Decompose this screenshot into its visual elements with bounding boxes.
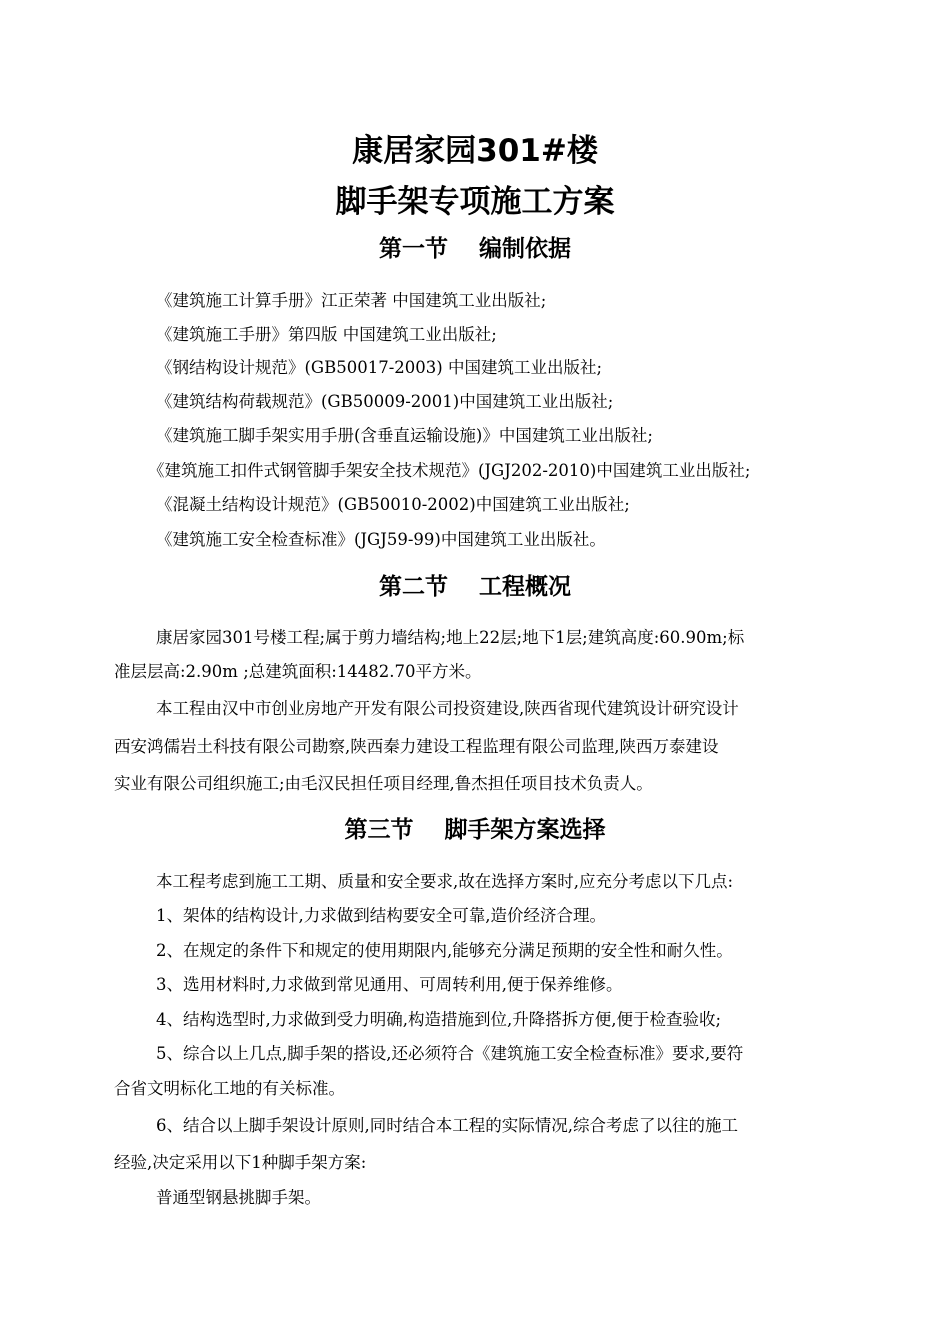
document-title-line2: 脚手架专项施工方案 bbox=[335, 184, 615, 220]
scheme-item-continuation: 经验,决定采用以下1种脚手架方案: bbox=[114, 1153, 367, 1172]
overview-paragraph-line: 康居家园301号楼工程;属于剪力墙结构;地上22层;地下1层;建筑高度:60.90m;标 bbox=[156, 628, 745, 647]
scheme-choice: 普通型钢悬挑脚手架。 bbox=[156, 1188, 321, 1207]
reference-item: 《钢结构设计规范》(GB50017-2003) 中国建筑工业出版社; bbox=[156, 358, 603, 377]
overview-paragraph-line: 准层层高:2.90m ;总建筑面积:14482.70平方米。 bbox=[114, 662, 482, 681]
reference-item: 《混凝土结构设计规范》(GB50010-2002)中国建筑工业出版社; bbox=[156, 495, 630, 514]
scheme-item: 6、结合以上脚手架设计原则,同时结合本工程的实际情况,综合考虑了以往的施工 bbox=[156, 1116, 738, 1135]
document-title-line1: 康居家园301#楼 bbox=[352, 133, 598, 169]
scheme-paragraph-line: 本工程考虑到施工工期、质量和安全要求,故在选择方案时,应充分考虑以下几点: bbox=[156, 872, 734, 891]
overview-paragraph-line: 本工程由汉中市创业房地产开发有限公司投资建设,陕西省现代建筑设计研究设计 bbox=[156, 699, 739, 718]
overview-paragraph-line: 西安鸿儒岩土科技有限公司勘察,陕西秦力建设工程监理有限公司监理,陕西万泰建设 bbox=[114, 737, 719, 756]
reference-item: 《建筑结构荷载规范》(GB50009-2001)中国建筑工业出版社; bbox=[156, 392, 614, 411]
scheme-item: 5、综合以上几点,脚手架的搭设,还必须符合《建筑施工安全检查标准》要求,要符 bbox=[156, 1044, 744, 1063]
reference-item: 《建筑施工计算手册》江正荣著 中国建筑工业出版社; bbox=[156, 291, 547, 310]
reference-item: 《建筑施工脚手架实用手册(含垂直运输设施)》中国建筑工业出版社; bbox=[156, 426, 653, 445]
section-heading-scheme: 第三节 脚手架方案选择 bbox=[344, 817, 606, 843]
scheme-item: 4、结构选型时,力求做到受力明确,构造措施到位,升降搭拆方便,便于检查验收; bbox=[156, 1010, 722, 1029]
reference-item: 《建筑施工扣件式钢管脚手架安全技术规范》(JGJ202-2010)中国建筑工业出版社; bbox=[148, 461, 751, 480]
section-heading-basis: 第一节 编制依据 bbox=[378, 236, 571, 262]
scheme-item: 3、选用材料时,力求做到常见通用、可周转利用,便于保养维修。 bbox=[156, 975, 623, 994]
reference-item: 《建筑施工手册》第四版 中国建筑工业出版社; bbox=[156, 325, 497, 344]
scheme-item: 2、在规定的条件下和规定的使用期限内,能够充分满足预期的安全性和耐久性。 bbox=[156, 941, 733, 960]
scheme-item-continuation: 合省文明标化工地的有关标准。 bbox=[114, 1079, 345, 1098]
reference-item: 《建筑施工安全检查标准》(JGJ59-99)中国建筑工业出版社。 bbox=[156, 530, 606, 549]
section-heading-overview: 第二节 工程概况 bbox=[378, 574, 571, 600]
overview-paragraph-line: 实业有限公司组织施工;由毛汉民担任项目经理,鲁杰担任项目技术负责人。 bbox=[114, 774, 653, 793]
scheme-item: 1、架体的结构设计,力求做到结构要安全可靠,造价经济合理。 bbox=[156, 906, 606, 925]
